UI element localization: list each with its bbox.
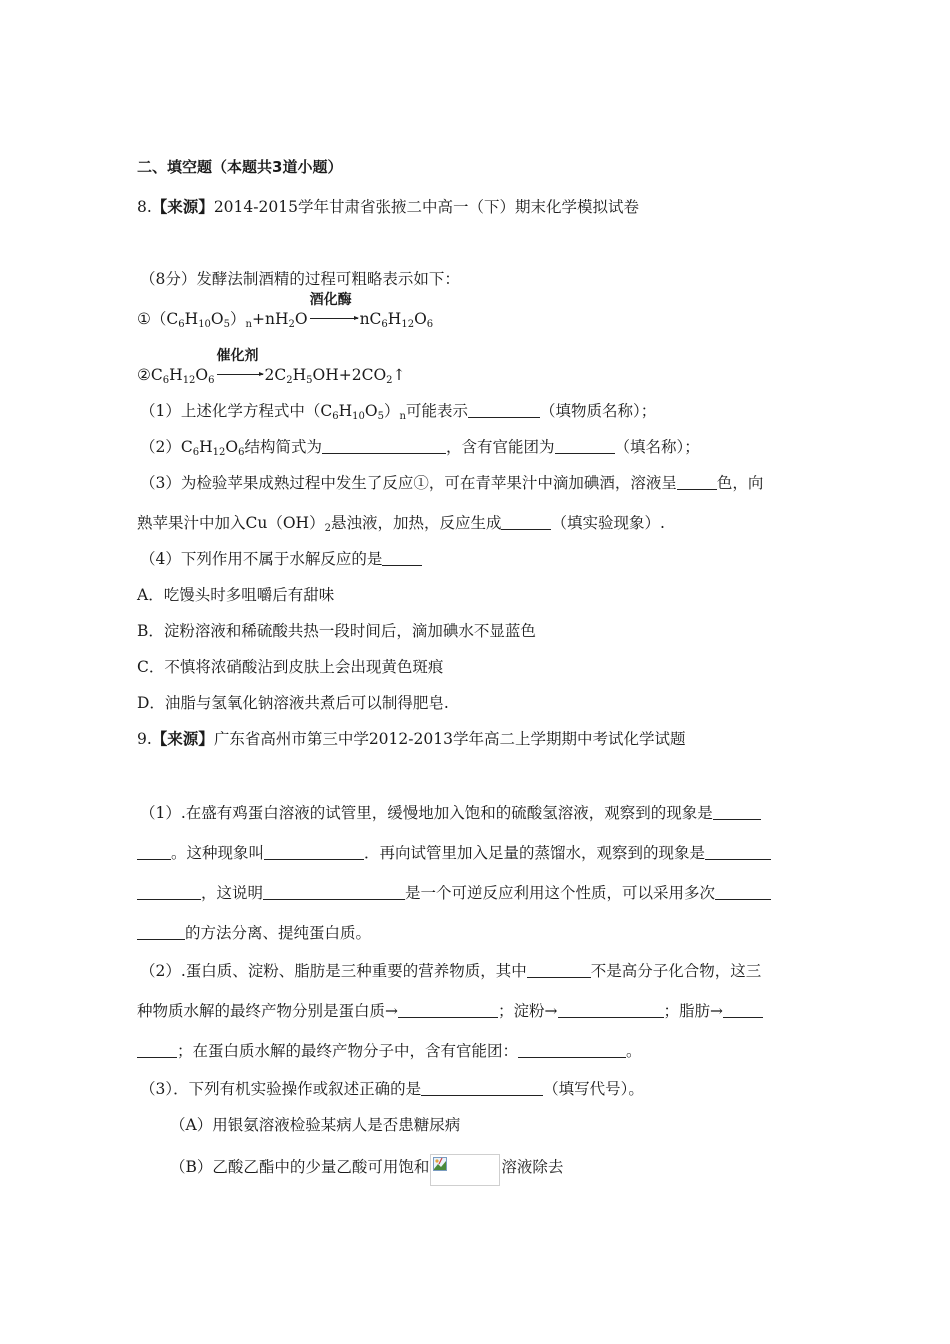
equation-1 [137, 292, 820, 330]
text: H [338, 402, 353, 420]
text: ；在蛋白质水解的最终产物分子中，含有官能团： [177, 1042, 519, 1060]
subscript: 12 [182, 375, 196, 386]
eq-text: O [294, 310, 308, 328]
gas-arrow-icon: ↑ [392, 366, 406, 384]
option-a: A．吃馒头时多咀嚼后有甜味 [137, 586, 335, 604]
question-9-line-7 [137, 1040, 820, 1062]
answer-blank[interactable] [527, 961, 591, 978]
text: 悬浊液，加热，反应生成 [330, 514, 502, 532]
question-8-source [137, 196, 820, 218]
broken-image-icon [433, 1157, 447, 1171]
reaction-arrow [216, 348, 263, 386]
question-9-line-8 [140, 1078, 820, 1100]
text: （填写代号）。 [543, 1080, 644, 1098]
subscript: 6 [178, 319, 185, 330]
subscript: 5 [223, 319, 231, 330]
option-d: D．油脂与氢氧化钠溶液共煮后可以制得肥皂. [137, 694, 449, 712]
text: 是一个可逆反应利用这个性质，可以采用多次 [405, 884, 716, 902]
option-c: C．不慎将浓硝酸沾到皮肤上会出现黄色斑痕 [137, 658, 444, 676]
text: （填名称）； [614, 438, 700, 456]
text: 溶液除去 [501, 1158, 564, 1176]
eq-text: nC [359, 310, 382, 328]
text: 。这种现象叫 [171, 844, 265, 862]
eq-text: H [184, 310, 199, 328]
question-8-intro: （8分）发酵法制酒精的过程可粗略表示如下： [140, 270, 460, 288]
answer-blank[interactable] [263, 883, 405, 900]
question-number: 8. [137, 198, 152, 216]
circle-number-2: ② [137, 366, 151, 384]
subscript: 2 [386, 375, 393, 386]
subscript: 6 [238, 447, 245, 458]
eq-text: H [387, 310, 402, 328]
text: ；淀粉→ [498, 1002, 558, 1020]
text: ） [383, 402, 400, 420]
broken-image-placeholder [430, 1154, 500, 1186]
arrow-icon [310, 318, 358, 319]
text: （B）乙酸乙酯中的少量乙酸可用饱和 [170, 1158, 430, 1176]
answer-blank[interactable] [382, 549, 422, 566]
eq-text: H [292, 366, 307, 384]
answer-blank[interactable] [421, 1079, 543, 1096]
text: 熟苹果汁中加入Cu（OH） [137, 514, 325, 532]
subscript: 2 [286, 375, 293, 386]
question-9-line-5 [140, 960, 820, 982]
eq-text: （C [150, 310, 179, 328]
text: 。 [626, 1042, 642, 1060]
source-text: 广东省高州市第三中学2012-2013学年高二上学期期中考试化学试题 [213, 730, 686, 748]
text: 的方法分离、提纯蛋白质。 [185, 924, 372, 942]
text: （填物质名称）； [539, 402, 657, 420]
question-9-source [137, 728, 820, 750]
subscript: 10 [198, 319, 211, 330]
source-text: 2014-2015学年甘肃省张掖二中高一（下）期末化学模拟试卷 [213, 198, 639, 216]
subscript: 2 [288, 319, 295, 330]
text: ；脂肪→ [663, 1002, 723, 1020]
subscript: 12 [401, 319, 415, 330]
eq-text: O [195, 366, 209, 384]
answer-blank[interactable] [713, 803, 761, 820]
answer-blank[interactable] [501, 513, 551, 530]
text: （3）．下列有机实验操作或叙述正确的是 [140, 1080, 422, 1098]
text: 可能表示 [405, 402, 468, 420]
arrow-condition-label: 催化剂 [216, 348, 259, 364]
text: （3）为检验苹果成熟过程中发生了反应①，可在青苹果汁中滴加碘酒，溶液呈 [140, 474, 677, 492]
subscript: n [245, 319, 252, 330]
subscript: 6 [208, 375, 215, 386]
text: O [225, 438, 239, 456]
text: H [199, 438, 213, 456]
text: O [364, 402, 378, 420]
question-8-part-2 [140, 436, 820, 458]
subscript: 12 [212, 447, 226, 458]
answer-blank[interactable] [137, 923, 185, 940]
circle-number-1: ① [137, 310, 151, 328]
answer-blank[interactable] [555, 437, 615, 454]
eq-text: +nH [251, 310, 289, 328]
answer-blank[interactable] [677, 473, 717, 490]
answer-blank[interactable] [723, 1001, 763, 1018]
answer-blank[interactable] [137, 843, 171, 860]
text: 种物质水解的最终产物分别是蛋白质→ [137, 1002, 398, 1020]
question-9-line-1 [140, 802, 820, 824]
eq-text: ） [230, 310, 246, 328]
question-9-line-2 [137, 842, 820, 864]
eq-text: O [414, 310, 427, 328]
question-9-line-3 [137, 882, 820, 904]
text: ，这说明 [201, 884, 264, 902]
answer-blank[interactable] [518, 1041, 626, 1058]
reaction-arrow [309, 292, 358, 330]
section-title: 二、填空题（本题共3道小题） [137, 158, 343, 176]
answer-blank[interactable] [398, 1001, 498, 1018]
text: （填实验现象）. [551, 514, 665, 532]
subscript: 5 [377, 411, 384, 422]
question-8-part-3 [140, 472, 820, 494]
question-9-line-6 [137, 1000, 820, 1022]
answer-blank[interactable] [468, 401, 540, 418]
text: （2）.蛋白质、淀粉、脂肪是三种重要的营养物质，其中 [140, 962, 527, 980]
subscript: n [399, 411, 406, 422]
subscript: 10 [352, 411, 365, 422]
question-9-option-a: （A）用银氨溶液检验某病人是否患糖尿病 [170, 1116, 461, 1134]
question-9-option-b [170, 1154, 820, 1186]
question-9-line-4 [137, 922, 820, 944]
subscript: 5 [306, 375, 313, 386]
answer-blank[interactable] [137, 883, 201, 900]
answer-blank[interactable] [558, 1001, 664, 1018]
subscript: 6 [162, 375, 170, 386]
eq-text: O [210, 310, 224, 328]
subscript: 6 [332, 411, 339, 422]
question-number: 9. [137, 730, 152, 748]
text: （1）上述化学方程式中（C [140, 402, 333, 420]
text: ，含有官能团为 [445, 438, 555, 456]
answer-blank[interactable] [264, 843, 364, 860]
text: ．再向试管里加入足量的蒸馏水，观察到的现象是 [364, 844, 706, 862]
option-b: B．淀粉溶液和稀硫酸共热一段时间后，滴加碘水不显蓝色 [137, 622, 536, 640]
subscript: 2 [324, 523, 331, 534]
answer-blank[interactable] [705, 843, 771, 860]
eq-text: 2C [264, 366, 287, 384]
answer-blank[interactable] [322, 437, 446, 454]
subscript: 6 [381, 319, 388, 330]
answer-blank[interactable] [137, 1041, 177, 1058]
subscript: 6 [192, 447, 200, 458]
question-8-part-4 [140, 548, 820, 570]
question-8-part-1 [140, 400, 820, 422]
eq-text: OH+2CO [312, 366, 387, 384]
text: 不是高分子化合物，这三 [590, 962, 762, 980]
source-tag: 【来源】 [151, 198, 214, 216]
text: （2）C [140, 438, 193, 456]
subscript: 6 [426, 319, 434, 330]
source-tag: 【来源】 [151, 730, 214, 748]
text: （1）.在盛有鸡蛋白溶液的试管里，缓慢地加入饱和的硫酸氢溶液，观察到的现象是 [140, 804, 713, 822]
text: 色，向 [716, 474, 764, 492]
question-8-part-3-cont [137, 512, 820, 534]
eq-text: C [150, 366, 163, 384]
text: （4）下列作用不属于水解反应的是 [140, 550, 383, 568]
eq-text: H [169, 366, 183, 384]
arrow-icon [217, 374, 263, 375]
arrow-condition-label: 酒化酶 [309, 292, 352, 308]
answer-blank[interactable] [715, 883, 771, 900]
text: 结构简式为 [244, 438, 322, 456]
equation-2 [137, 348, 820, 386]
